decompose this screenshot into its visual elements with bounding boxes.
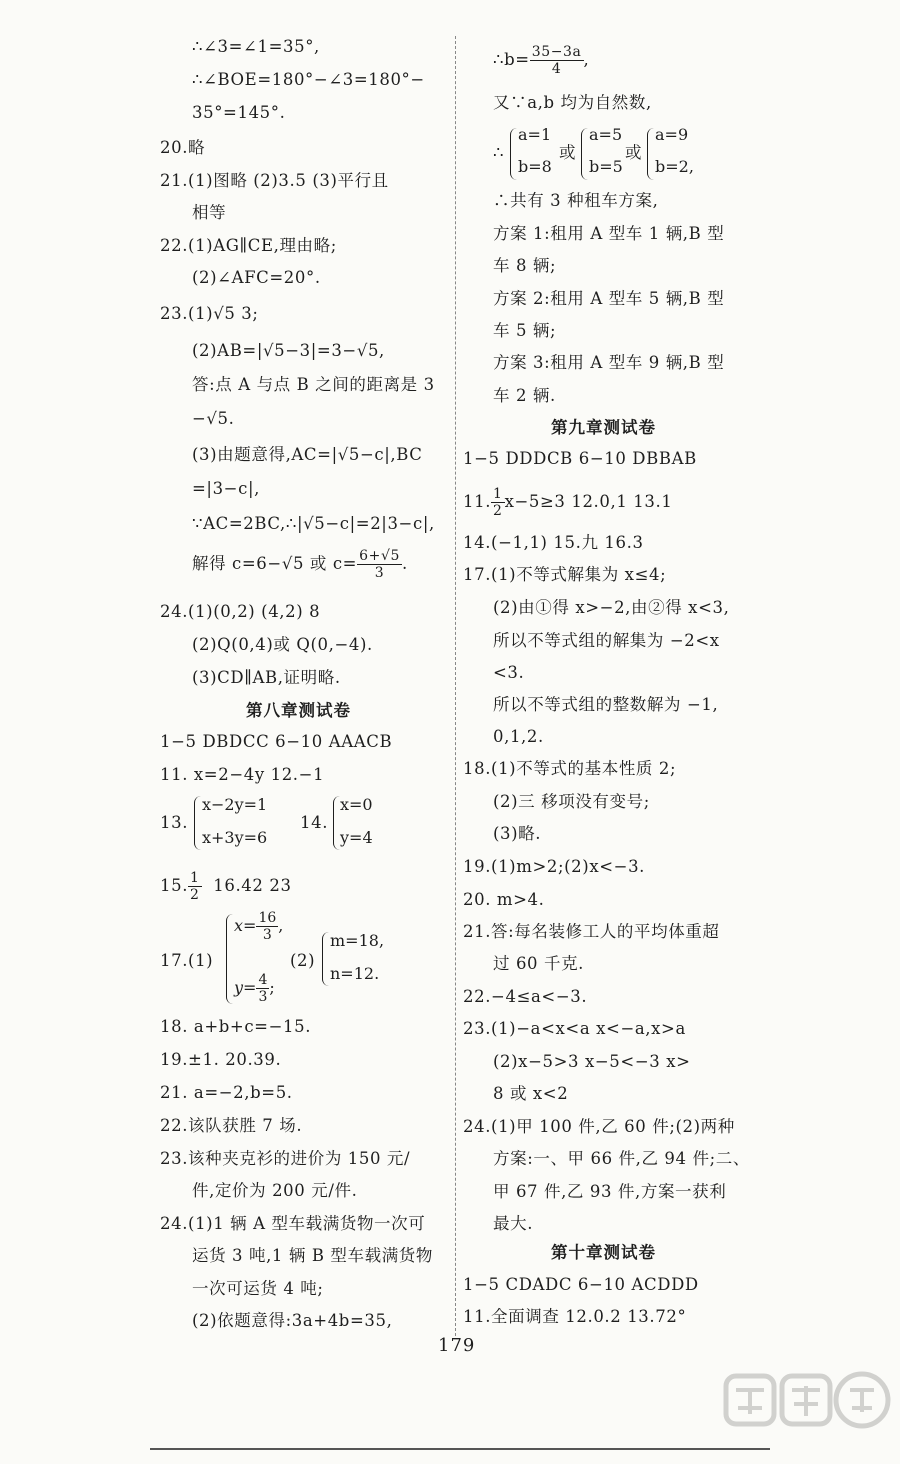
answer-line: 1−5 CDADC 6−10 ACDDD [463, 1275, 699, 1294]
equation: x= $\frac{16}{3}$ , [234, 910, 284, 943]
answer-line: ∴∠3=∠1=35°, [192, 37, 320, 56]
answer-line: 24.(1)1 辆 A 型车载满货物一次可 [160, 1214, 426, 1233]
answer-line: (3)CD∥AB,证明略. [192, 668, 341, 687]
answer-line: 11. x=2−4y 12.−1 [160, 765, 325, 784]
chapter-heading: 第八章测试卷 [246, 701, 351, 720]
answer-line: (2)Q(0,4)或 Q(0,−4). [192, 635, 373, 654]
answer-line: 甲 67 件,乙 93 件,方案一获利 [493, 1182, 727, 1201]
watermark-logo-icon [722, 1368, 892, 1458]
answer-line: 一次可运货 4 吨; [192, 1279, 324, 1298]
fraction: $\frac{35-3a}{4}$ [531, 44, 582, 77]
answer-line: 方案:一、甲 66 件,乙 94 件;二、 [493, 1149, 750, 1168]
answer-line: 23.(1)−a<x<a x<−a,x>a [463, 1019, 686, 1038]
therefore-symbol: ∴ [493, 143, 505, 162]
answer-line: ∴共有 3 种租车方案, [493, 191, 659, 210]
answer-line: 解得 c=6−√5 或 c= $\frac{6+√5}{3}$ . [192, 548, 408, 581]
answer-line: 车 8 辆; [493, 256, 557, 275]
answer-line: 21.(1)图略 (2)3.5 (3)平行且 [160, 171, 389, 190]
answer-line: 过 60 千克. [493, 954, 585, 973]
equation: a=9 [655, 125, 689, 144]
brace [322, 932, 329, 986]
answer-line: (2)AB=|√5−3|=3−√5, [192, 341, 385, 360]
answer-line: 35°=145°. [192, 103, 286, 122]
answer-line: 车 5 辆; [493, 321, 557, 340]
equation: x+3y=6 [202, 828, 268, 847]
answer-line: 21. a=−2,b=5. [160, 1083, 293, 1102]
answer-line: 22.该队获胜 7 场. [160, 1116, 303, 1135]
answer-line: (2)依题意得:3a+4b=35, [192, 1311, 393, 1330]
answer-line: 最大. [493, 1214, 534, 1233]
answer-line: 19.±1. 20.39. [160, 1050, 282, 1069]
answer-line: ∵AC=2BC,∴|√5−c|=2|3−c|, [192, 514, 435, 533]
answer-line: (2)x−5>3 x−5<−3 x> [493, 1052, 691, 1071]
or-word: 或 [625, 143, 643, 162]
answer-line: 20.略 [160, 138, 206, 157]
brace [647, 128, 654, 180]
page-number: 179 [438, 1335, 476, 1356]
answer-line: 22.(1)AG∥CE,理由略; [160, 236, 337, 255]
equation: b=5 [589, 157, 623, 176]
answer-line: 8 或 x<2 [493, 1084, 569, 1103]
equation: n=12. [330, 964, 380, 983]
fraction: $\frac{1}{2}$ [190, 870, 200, 903]
answer-line: 23.该种夹克衫的进价为 150 元/ [160, 1149, 411, 1168]
answer-line: 方案 1:租用 A 型车 1 辆,B 型 [493, 224, 725, 243]
answer-line: 21.答:每名装修工人的平均体重超 [463, 922, 720, 941]
brace [333, 796, 340, 850]
answer-line: ∴∠BOE=180°−∠3=180°− [192, 70, 425, 89]
equation: a=5 [589, 125, 623, 144]
column-divider [455, 36, 456, 1336]
answer-line: 11. $\frac{1}{2}$ x−5≥3 12.0,1 13.1 [463, 486, 673, 519]
answer-line: 24.(1)(0,2) (4,2) 8 [160, 602, 321, 621]
answer-line: <3. [493, 663, 525, 682]
answer-line: 答:点 A 与点 B 之间的距离是 3 [192, 375, 435, 394]
chapter-heading: 第九章测试卷 [551, 418, 656, 437]
answer-line: ∴b= $\frac{35-3a}{4}$ , [493, 44, 590, 77]
answer-line: 0,1,2. [493, 727, 544, 746]
answer-line: 方案 3:租用 A 型车 9 辆,B 型 [493, 353, 725, 372]
brace [510, 128, 517, 180]
answer-line: 所以不等式组的整数解为 −1, [493, 695, 719, 714]
answer-line: 20. m>4. [463, 890, 545, 909]
answer-line: =|3−c|, [192, 479, 260, 498]
fraction: $\frac{6+√5}{3}$ [359, 548, 400, 581]
answer-line: 15. $\frac{1}{2}$ 16.42 23 [160, 870, 292, 903]
brace [581, 128, 588, 180]
brace [194, 796, 201, 850]
answer-line: 17.(1)不等式解集为 x≤4; [463, 565, 667, 584]
answer-line: 1−5 DDDCB 6−10 DBBAB [463, 449, 697, 468]
answer-line: (3)由题意得,AC=|√5−c|,BC [192, 445, 423, 464]
chapter-heading: 第十章测试卷 [551, 1243, 656, 1262]
answer-line: 件,定价为 200 元/件. [192, 1181, 358, 1200]
answer-line: 车 2 辆. [493, 386, 556, 405]
brace [226, 914, 233, 1004]
question-number: 17.(1) [160, 951, 214, 970]
equation: y= $\frac{4}{3}$ ; [234, 972, 275, 1005]
answer-line: 所以不等式组的解集为 −2<x [493, 631, 720, 650]
answer-line: 方案 2:租用 A 型车 5 辆,B 型 [493, 289, 725, 308]
answer-line: (2)由①得 x>−2,由②得 x<3, [493, 598, 730, 617]
answer-line: 又∵a,b 均为自然数, [493, 93, 652, 112]
answer-line: (2)三 移项没有变号; [493, 792, 650, 811]
answer-line: 运货 3 吨,1 辆 B 型车载满货物 [192, 1246, 433, 1265]
question-number: (2) [290, 951, 316, 970]
answer-line: 19.(1)m>2;(2)x<−3. [463, 857, 646, 876]
answer-line: 1−5 DBDCC 6−10 AAACB [160, 732, 393, 751]
equation: x−2y=1 [202, 795, 268, 814]
answer-line: 23.(1)√5 3; [160, 304, 259, 323]
page-bottom-rule [150, 1448, 770, 1450]
answer-line: 11.全面调查 12.0.2 13.72° [463, 1307, 687, 1326]
equation: a=1 [518, 125, 552, 144]
answer-line: 24.(1)甲 100 件,乙 60 件;(2)两种 [463, 1117, 735, 1136]
answer-line: 相等 [192, 203, 227, 222]
or-word: 或 [559, 143, 577, 162]
question-number: 14. [300, 813, 329, 832]
answer-line: (3)略. [493, 824, 542, 843]
answer-line: 22.−4≤a<−3. [463, 987, 588, 1006]
answer-line: 18. a+b+c=−15. [160, 1017, 312, 1036]
equation: b=8 [518, 157, 552, 176]
equation: y=4 [340, 828, 373, 847]
equation: b=2, [655, 157, 694, 176]
equation: x=0 [340, 795, 373, 814]
question-number: 13. [160, 813, 189, 832]
answer-line: (2)∠AFC=20°. [192, 268, 321, 287]
answer-line: −√5. [192, 409, 235, 428]
answer-line: 14.(−1,1) 15.九 16.3 [463, 533, 644, 552]
answer-line: 18.(1)不等式的基本性质 2; [463, 759, 677, 778]
equation: m=18, [330, 931, 385, 950]
fraction: $\frac{1}{2}$ [493, 486, 503, 519]
